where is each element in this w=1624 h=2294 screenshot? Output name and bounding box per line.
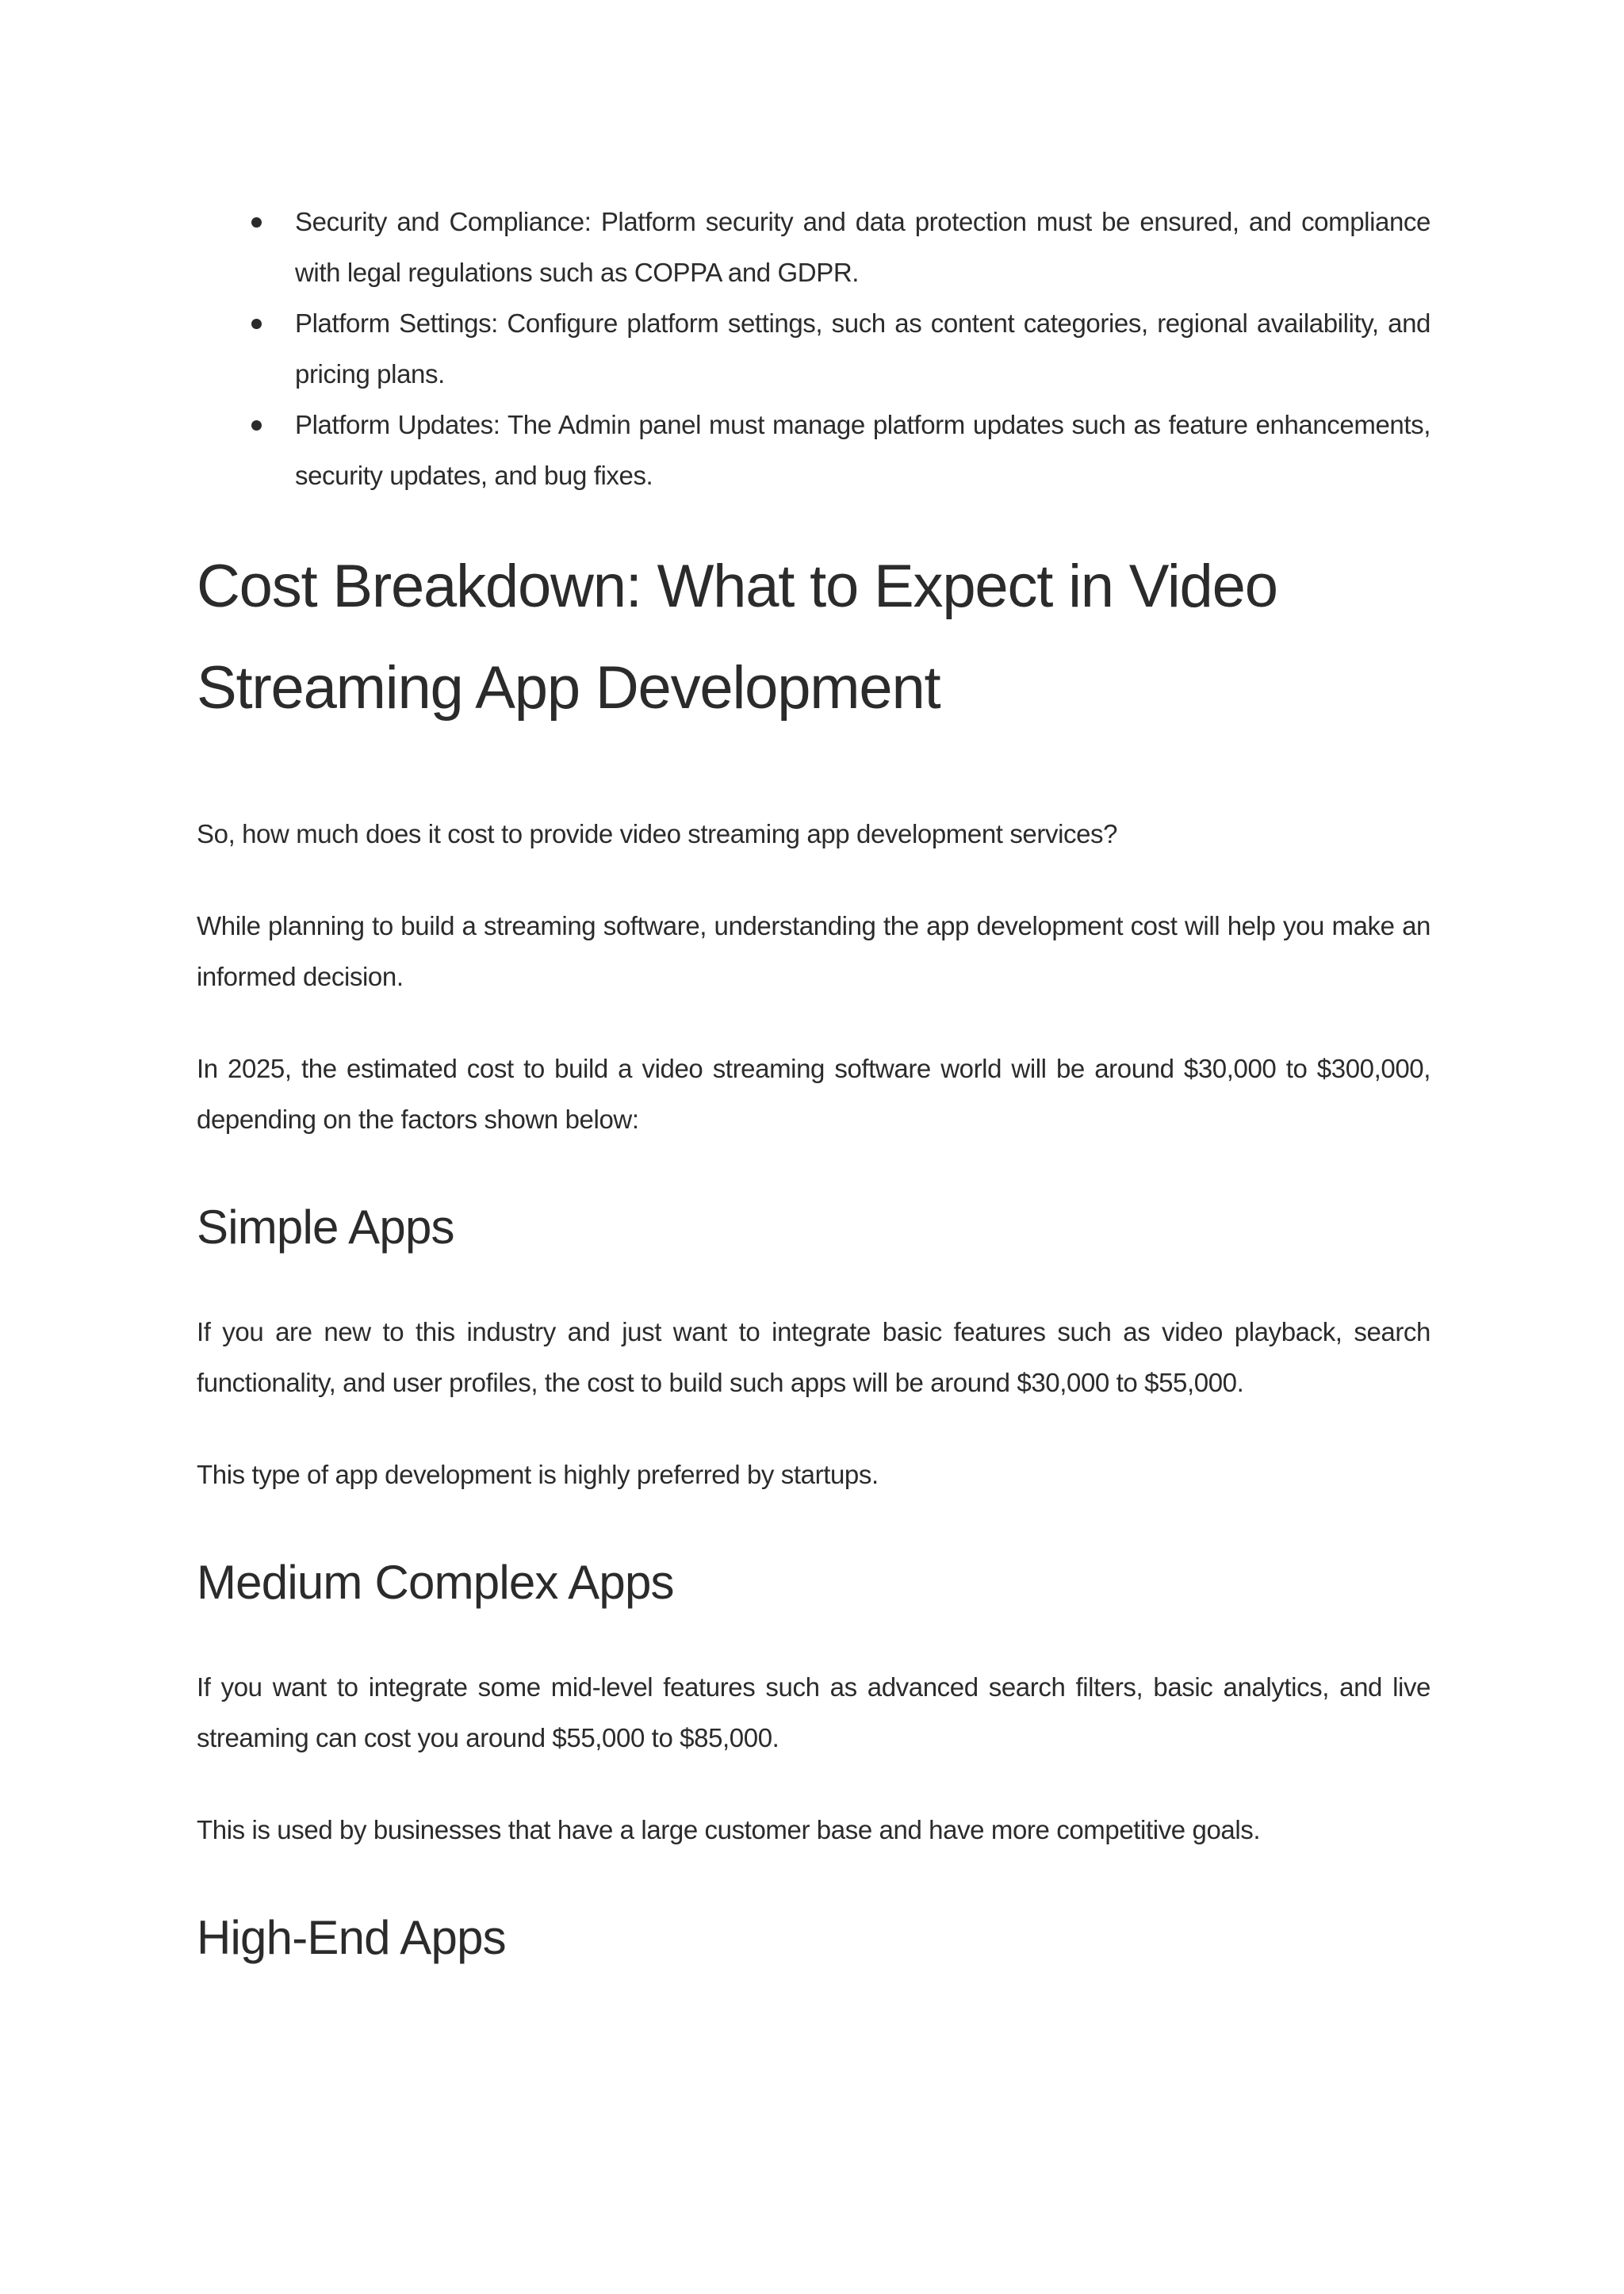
simple-apps-paragraph: If you are new to this industry and just want to integrate basic features such as video playback, search functionality, and user profiles, the cost to build such apps will be around $30,000 to $55,000.: [197, 1317, 1431, 1397]
bullet-text: Platform Settings: Configure platform settings, such as content categories, regional availability, and pricing plans.: [295, 308, 1431, 389]
subheading-simple-apps: Simple Apps: [197, 1201, 454, 1254]
bullet-text: Security and Compliance: Platform security and data protection must be ensured, and compliance with legal regulations such as COPPA and GDPR.: [295, 207, 1431, 287]
bullet-text: Platform Updates: The Admin panel must manage platform updates such as feature enhancements, security updates, and bug fixes.: [295, 410, 1431, 490]
bullet-list: [197, 197, 1431, 501]
list-item: [197, 400, 1431, 501]
bullet-dot-icon: [251, 420, 262, 431]
simple-apps-note: This type of app development is highly preferred by startups.: [197, 1460, 879, 1489]
intro-question: So, how much does it cost to provide video streaming app development services?: [197, 819, 1118, 848]
bullet-dot-icon: [251, 217, 262, 228]
section-title: Cost Breakdown: What to Expect in Video Streaming App Development: [197, 553, 1277, 722]
bullet-dot-icon: [251, 319, 262, 329]
subheading-high-end-apps: High-End Apps: [197, 1911, 506, 1964]
list-item: [197, 298, 1431, 400]
subheading-medium-complex-apps: Medium Complex Apps: [197, 1556, 674, 1609]
page-content: [197, 197, 1431, 1970]
medium-apps-paragraph: If you want to integrate some mid-level features such as advanced search filters, basic analytics, and live streaming can cost you around $55,000 to $85,000.: [197, 1672, 1431, 1752]
list-item: [197, 197, 1431, 298]
intro-paragraph: While planning to build a streaming software, understanding the app development cost will help you make an informed decision.: [197, 911, 1431, 991]
medium-apps-note: This is used by businesses that have a large customer base and have more competitive goals.: [197, 1815, 1261, 1844]
intro-paragraph: In 2025, the estimated cost to build a video streaming software world will be around $30,000 to $300,000, depending on the factors shown below:: [197, 1054, 1431, 1134]
